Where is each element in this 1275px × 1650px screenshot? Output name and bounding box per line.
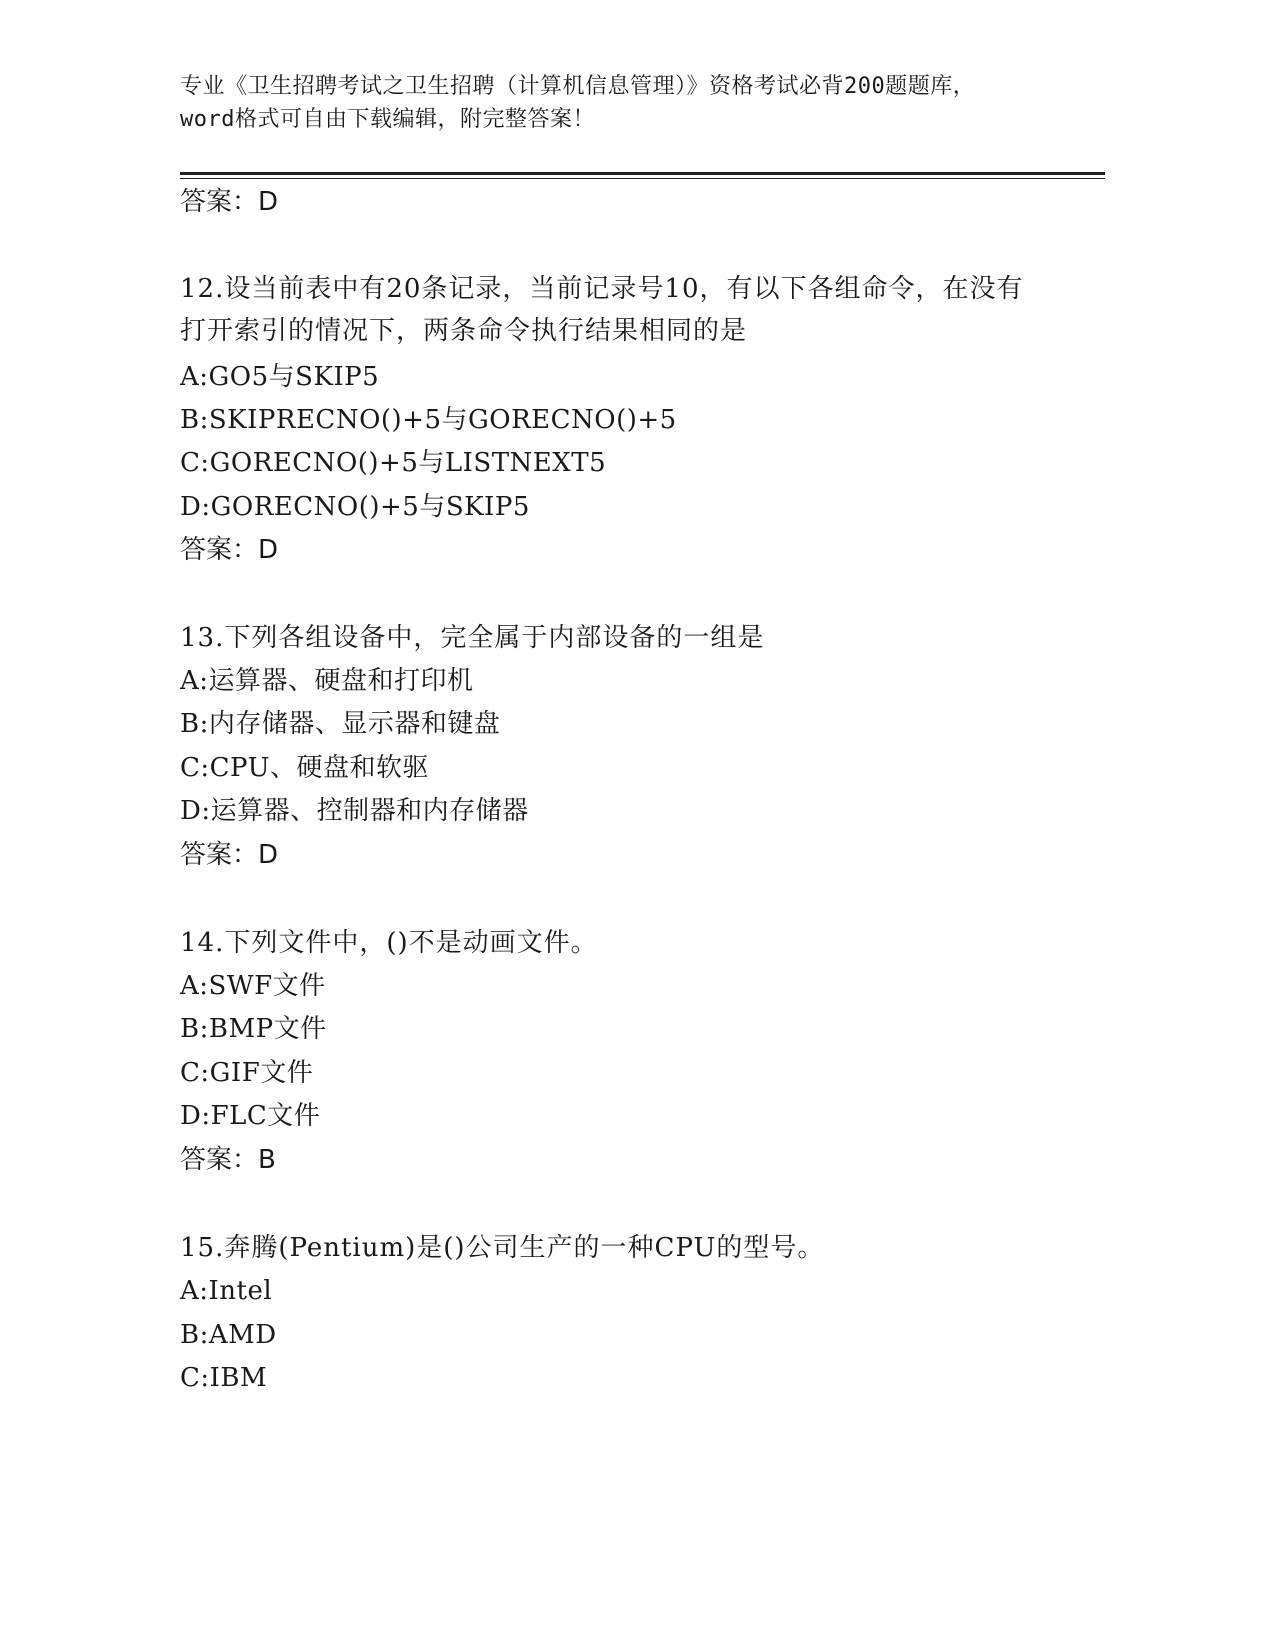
- question-12-option-c: C:GORECNO()+5与LISTNEXT5: [180, 448, 607, 478]
- answer-q13: 答案：D: [180, 840, 279, 870]
- header-line-2: word格式可自由下载编辑，附完整答案！: [180, 107, 595, 132]
- question-15-option-c: C:IBM: [180, 1363, 268, 1393]
- question-12-option-a: A:GO5与SKIP5: [180, 362, 380, 392]
- question-14-option-a: A:SWF文件: [180, 971, 326, 1001]
- question-13-option-b: B:内存储器、显示器和键盘: [180, 709, 501, 739]
- header-divider-thin: [180, 178, 1105, 179]
- answer-q12: 答案：D: [180, 535, 279, 565]
- question-12-option-b: B:SKIPRECNO()+5与GORECNO()+5: [180, 405, 677, 435]
- question-13-option-a: A:运算器、硬盘和打印机: [180, 666, 474, 696]
- question-15-option-a: A:Intel: [180, 1276, 273, 1306]
- question-14-option-b: B:BMP文件: [180, 1014, 327, 1044]
- header-divider-thick: [180, 172, 1105, 175]
- question-15-option-b: B:AMD: [180, 1320, 277, 1350]
- question-14-option-c: C:GIF文件: [180, 1058, 314, 1088]
- answer-q14: 答案：B: [180, 1145, 276, 1175]
- document-header: [180, 70, 1100, 136]
- question-14-text: 14.下列文件中，()不是动画文件。: [180, 928, 598, 958]
- header-line-1: 专业《卫生招聘考试之卫生招聘（计算机信息管理）》资格考试必背200题题库，: [180, 74, 976, 99]
- answer-q11: 答案：D: [180, 187, 279, 217]
- question-15-text: 15.奔腾(Pentium)是()公司生产的一种CPU的型号。: [180, 1233, 825, 1263]
- question-13-text: 13.下列各组设备中，完全属于内部设备的一组是: [180, 623, 765, 653]
- question-12-text: 12.设当前表中有20条记录，当前记录号10，有以下各组命令，在没有打开索引的情况下，两条命令执行结果相同的是: [180, 274, 1024, 346]
- question-14-option-d: D:FLC文件: [180, 1101, 321, 1131]
- question-12-option-d: D:GORECNO()+5与SKIP5: [180, 492, 530, 522]
- question-13-option-d: D:运算器、控制器和内存储器: [180, 796, 529, 826]
- question-13-option-c: C:CPU、硬盘和软驱: [180, 753, 429, 783]
